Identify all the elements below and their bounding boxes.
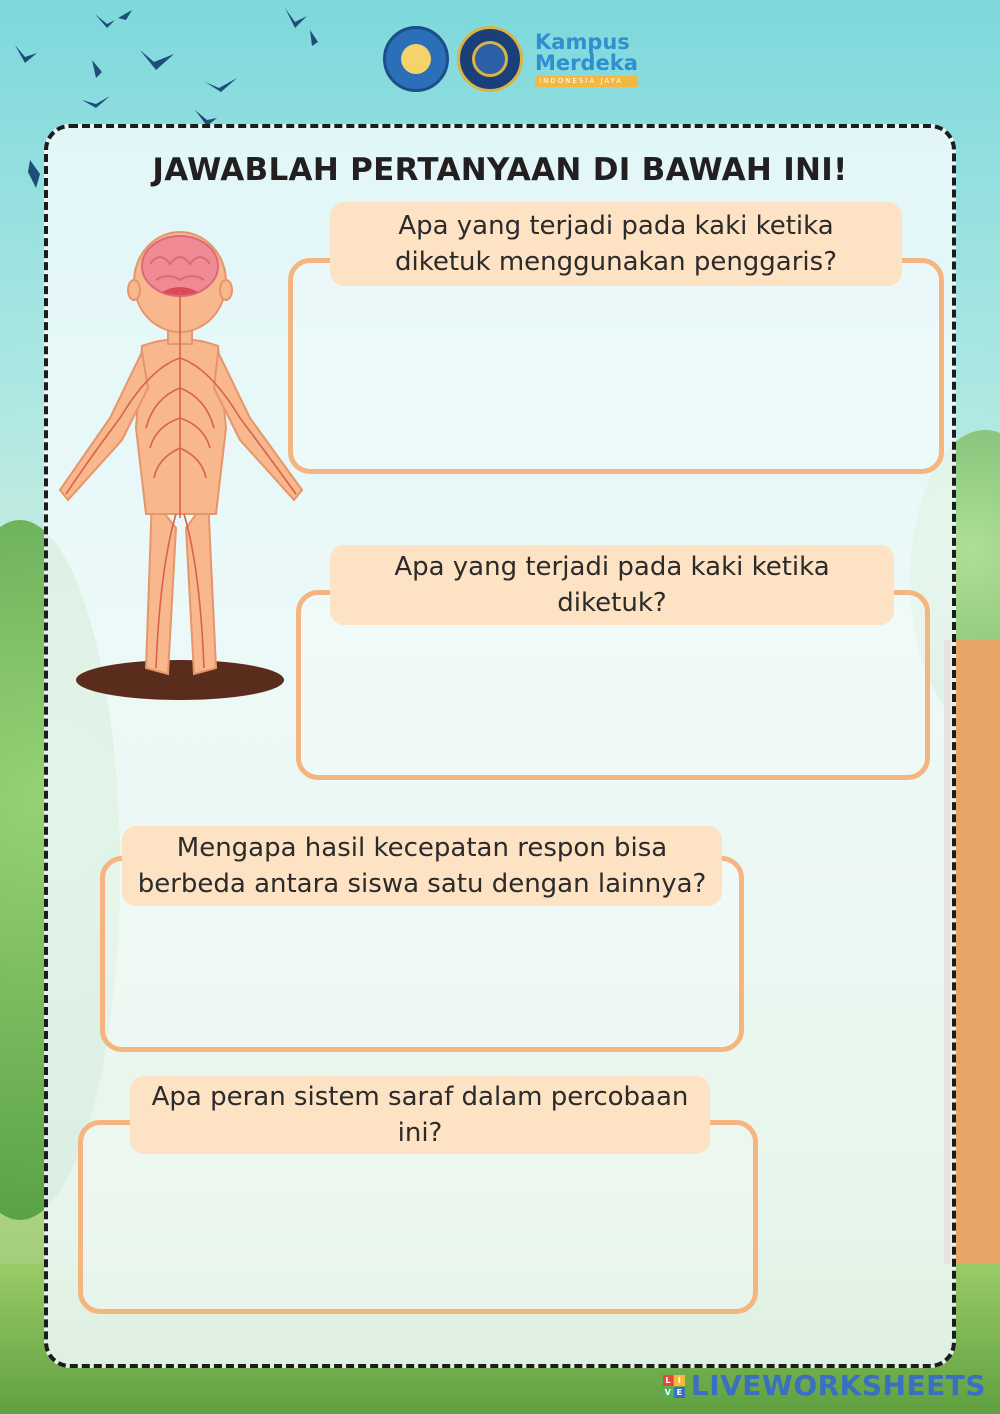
question-4-line-2: ini?: [397, 1118, 443, 1148]
human-nervous-system-icon: [50, 228, 312, 708]
question-2-line-2: diketuk?: [557, 588, 667, 618]
liveworksheets-text: LIVEWORKSHEETS: [690, 1369, 986, 1402]
question-3-line-1: Mengapa hasil kecepatan respon bisa: [176, 833, 668, 863]
question-1-line-1: Apa yang terjadi pada kaki ketika: [398, 211, 834, 241]
brand-tagline: INDONESIA JAYA: [535, 76, 638, 87]
worksheet-title: JAWABLAH PERTANYAAN DI BAWAH INI!: [152, 152, 848, 188]
question-2: [330, 545, 894, 625]
question-1: [330, 202, 902, 286]
question-2-line-1: Apa yang terjadi pada kaki ketika: [394, 552, 830, 582]
liveworksheets-logo: [663, 1369, 986, 1402]
header-logos: [383, 26, 638, 92]
liveworksheets-badge-icon: L I V E: [663, 1375, 685, 1397]
question-4: [130, 1076, 710, 1154]
question-3: [122, 826, 722, 906]
question-3-line-2: berbeda antara siswa satu dengan lainnya?: [137, 869, 707, 899]
brand-word-2: Merdeka: [535, 50, 638, 75]
answer-box-1[interactable]: [288, 258, 944, 474]
question-1-line-2: diketuk menggunakan penggaris?: [395, 247, 837, 277]
kampus-merdeka-logo: [535, 29, 638, 87]
tut-wuri-logo-icon: [383, 26, 449, 92]
brand-word-1: Kampus: [535, 29, 630, 54]
question-4-line-1: Apa peran sistem saraf dalam percobaan: [151, 1082, 689, 1112]
university-logo-icon: [457, 26, 523, 92]
